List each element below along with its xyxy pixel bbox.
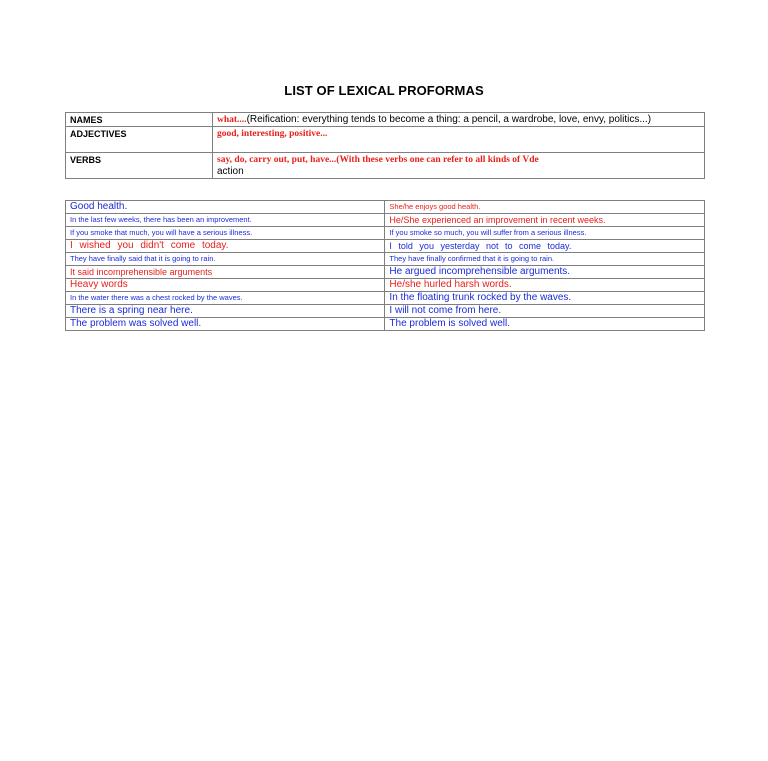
original-sentence: There is a spring near here. — [66, 305, 385, 318]
rewritten-sentence: He argued incomprehensible arguments. — [385, 266, 705, 279]
original-sentence: In the last few weeks, there has been an improvement. — [66, 214, 385, 227]
rewritten-sentence: In the floating trunk rocked by the waves. — [385, 292, 705, 305]
rewritten-sentence: The problem is solved well. — [385, 318, 705, 331]
page-title: LIST OF LEXICAL PROFORMAS — [284, 83, 484, 98]
original-sentence: Good health. — [66, 201, 385, 214]
sentence-pair-row — [66, 214, 705, 227]
proforma-row-verbs — [66, 153, 705, 179]
rewritten-sentence: They have finally confirmed that it is going to rain. — [385, 253, 705, 266]
sentence-pair-row — [66, 240, 705, 253]
proforma-examples: what.... — [217, 115, 247, 125]
sentence-pair-row — [66, 201, 705, 214]
proforma-note: (Reification: everything tends to become a thing: a pencil, a wardrobe, love, envy, politics...) — [246, 114, 652, 125]
original-sentence: I wished you didn't come today. — [66, 240, 385, 253]
sentence-pairs-table — [65, 200, 705, 331]
proforma-content — [213, 153, 705, 179]
sentence-pair-row — [66, 292, 705, 305]
proforma-row-names — [66, 113, 705, 127]
rewritten-sentence: I will not come from here. — [385, 305, 705, 318]
proforma-content — [213, 113, 705, 127]
proforma-row-adjectives — [66, 127, 705, 153]
sentence-pair-row — [66, 279, 705, 292]
rewritten-sentence: She/he enjoys good health. — [385, 201, 705, 214]
proforma-content — [213, 127, 705, 153]
sentence-pair-row — [66, 305, 705, 318]
original-sentence: The problem was solved well. — [66, 318, 385, 331]
proforma-label: VERBS — [66, 153, 213, 179]
proforma-examples: say, do, carry out, put, have...(With these verbs one can refer to all kinds of Vde — [217, 155, 539, 165]
original-sentence: They have finally said that it is going to rain. — [66, 253, 385, 266]
proforma-label: ADJECTIVES — [66, 127, 213, 153]
original-sentence: If you smoke that much, you will have a serious illness. — [66, 227, 385, 240]
rewritten-sentence: He/she hurled harsh words. — [385, 279, 705, 292]
original-sentence: It said incomprehensible arguments — [66, 266, 385, 279]
sentence-pair-row — [66, 227, 705, 240]
rewritten-sentence: He/She experienced an improvement in recent weeks. — [385, 214, 705, 227]
rewritten-sentence: I told you yesterday not to come today. — [385, 240, 705, 253]
rewritten-sentence: If you smoke so much, you will suffer from a serious illness. — [385, 227, 705, 240]
sentence-pair-row — [66, 253, 705, 266]
original-sentence: In the water there was a chest rocked by the waves. — [66, 292, 385, 305]
sentence-pairs-body — [66, 201, 705, 331]
proforma-label: NAMES — [66, 113, 213, 127]
proforma-table — [65, 112, 705, 179]
proforma-note: action — [217, 166, 244, 177]
original-sentence: Heavy words — [66, 279, 385, 292]
proforma-examples: good, interesting, positive... — [217, 129, 328, 139]
sentence-pair-row — [66, 318, 705, 331]
sentence-pair-row — [66, 266, 705, 279]
